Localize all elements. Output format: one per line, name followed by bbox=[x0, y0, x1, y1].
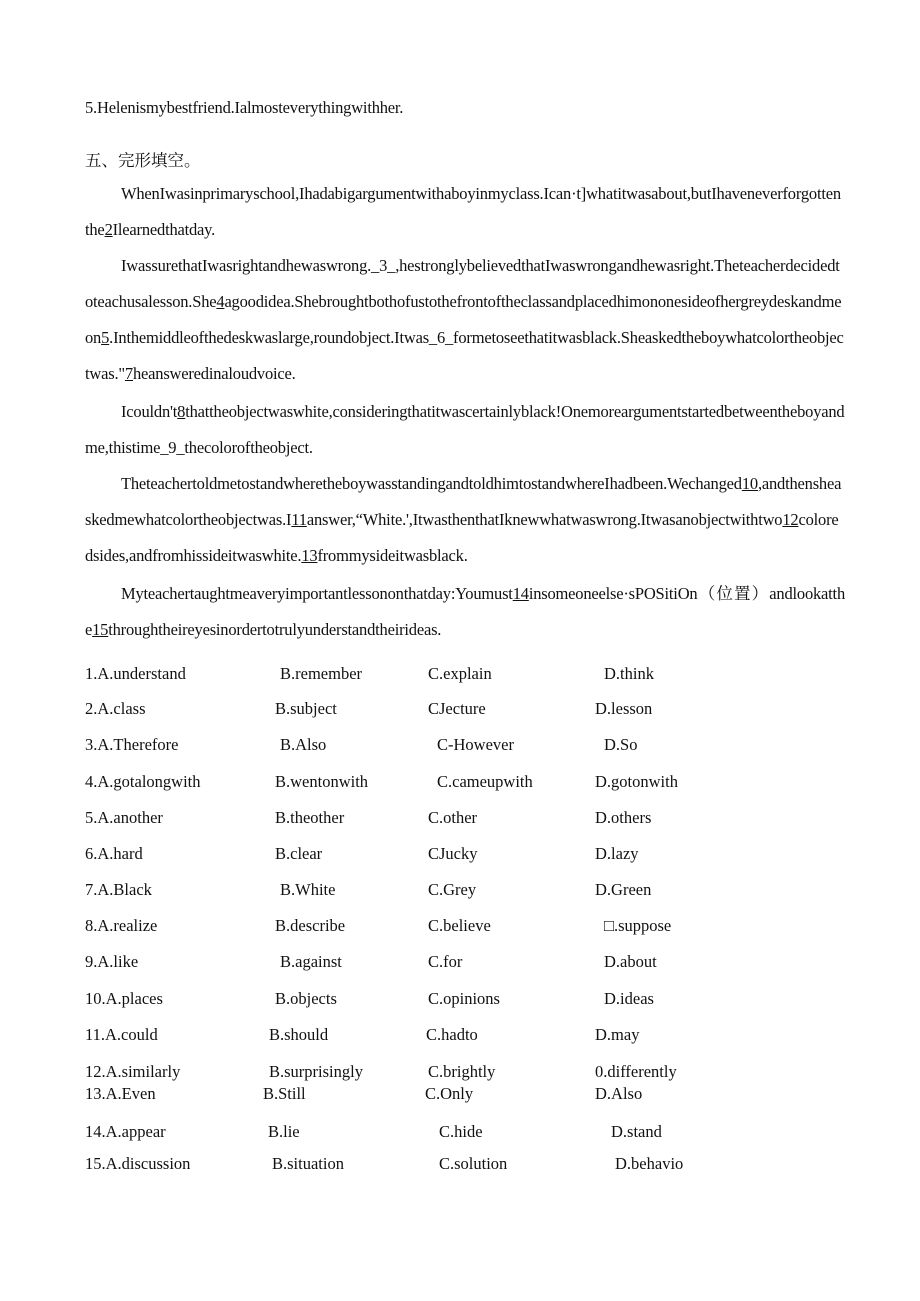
option-d: D.So bbox=[604, 735, 638, 754]
passage-text: TheteachertoldmetostandwheretheboywasstandingandtoldhimtostandwhereIhadbeen.Wechanged bbox=[121, 474, 742, 493]
option-c: CJecture bbox=[428, 699, 486, 718]
option-a: 15.A.discussion bbox=[85, 1154, 191, 1173]
blank-number: ] bbox=[580, 184, 587, 203]
option-c: C.other bbox=[428, 808, 478, 827]
option-c: CJucky bbox=[428, 844, 478, 863]
option-b: B.Still bbox=[263, 1084, 306, 1103]
option-a: 8.A.realize bbox=[85, 916, 158, 935]
passage-text: throughtheireyesinordertotrulyunderstandtheirideas. bbox=[108, 620, 442, 639]
option-a: 5.A.another bbox=[85, 808, 163, 827]
option-a: 6.A.hard bbox=[85, 844, 143, 863]
passage-text: .Inthemiddleofthedeskwaslarge,roundobject.Itwas_6_formetoseethatitwasblack.Sheaskedtheboywhatcolortheobjectwas." bbox=[85, 328, 844, 383]
passage-text: ,andthensheaskedmewhatcolortheobjectwas.I bbox=[85, 474, 842, 529]
blank-number: 7 bbox=[124, 364, 133, 383]
option-d: D.about bbox=[604, 952, 657, 971]
option-c: C.hide bbox=[439, 1122, 483, 1141]
passage-text: heansweredinaloudvoice. bbox=[132, 364, 296, 383]
option-row bbox=[85, 1025, 785, 1047]
option-d: D.ideas bbox=[604, 989, 654, 1008]
option-d: D.others bbox=[595, 808, 652, 827]
passage-text: Ilearnedthatday. bbox=[112, 220, 216, 239]
option-c: C.for bbox=[428, 952, 463, 971]
option-c: C.explain bbox=[428, 664, 492, 683]
blank-number: 13 bbox=[301, 546, 318, 565]
option-a: 12.A.similarly bbox=[85, 1062, 181, 1081]
passage-paragraph-3 bbox=[85, 394, 845, 466]
blank-number: 12 bbox=[782, 510, 799, 529]
option-row bbox=[85, 808, 785, 830]
option-d: D.behavio bbox=[615, 1154, 684, 1173]
option-row bbox=[85, 989, 785, 1011]
passage-paragraph-2 bbox=[85, 248, 845, 392]
option-c: C.brightly bbox=[428, 1062, 496, 1081]
blank-number: 2 bbox=[104, 220, 113, 239]
passage-text: Icouldn't bbox=[121, 402, 178, 421]
option-row bbox=[85, 735, 785, 757]
option-b: B.objects bbox=[275, 989, 337, 1008]
passage-text: agoodidea.Shebroughtbothofustothefrontoftheclassandplacedhimononesideofhergreydeskandmeon bbox=[85, 292, 842, 347]
passage-text: answer,“White.',ItwasthenthatIknewwhatwaswrong.Itwasanobjectwithtwo bbox=[306, 510, 783, 529]
passage-text: frommysideitwasblack. bbox=[317, 546, 468, 565]
option-b: B.wentonwith bbox=[275, 772, 369, 791]
option-d: D.gotonwith bbox=[595, 772, 678, 791]
blank-number: 11 bbox=[291, 510, 307, 529]
option-a: 10.A.places bbox=[85, 989, 163, 1008]
option-c: C.Grey bbox=[428, 880, 477, 899]
question-5-line: 5.Helenismybestfriend.Ialmosteverythingwithher. bbox=[85, 98, 404, 117]
option-row bbox=[85, 1062, 785, 1084]
option-b: B.lie bbox=[268, 1122, 300, 1141]
passage-text: thattheobjectwaswhite,consideringthatitwascertainlyblack!Onemoreargumentstartedbetweentheboyandme,thistime_9_thecoloroftheobject. bbox=[85, 402, 845, 457]
option-row bbox=[85, 772, 785, 794]
passage-text: whatitwasabout,butIhaveneverforgottenthe bbox=[85, 184, 841, 239]
option-a: 11.A.could bbox=[85, 1025, 158, 1044]
passage-text: IwassurethatIwasrightandhewaswrong._3_,hestronglybelievedthatIwaswrongandhewasright.Theteacherdecidedtoteachusalesson.She bbox=[85, 256, 840, 311]
blank-number: 15 bbox=[92, 620, 109, 639]
option-c: C.hadto bbox=[426, 1025, 478, 1044]
option-d: D.Green bbox=[595, 880, 652, 899]
option-b: B.against bbox=[280, 952, 342, 971]
option-row bbox=[85, 664, 785, 686]
option-a: 4.A.gotalongwith bbox=[85, 772, 201, 791]
option-c: C.solution bbox=[439, 1154, 508, 1173]
option-c: C.opinions bbox=[428, 989, 500, 1008]
option-d: □.suppose bbox=[604, 916, 672, 935]
option-a: 9.A.like bbox=[85, 952, 139, 971]
option-a: 13.A.Even bbox=[85, 1084, 156, 1103]
passage-text: Myteachertaughtmeaveryimportantlessononthatday:Youmust bbox=[121, 584, 513, 603]
passage-paragraph-4 bbox=[85, 466, 845, 574]
option-d: D.lazy bbox=[595, 844, 639, 863]
option-d: 0.differently bbox=[595, 1062, 677, 1081]
option-row bbox=[85, 1154, 785, 1176]
option-b: B.describe bbox=[275, 916, 346, 935]
blank-number: 5 bbox=[101, 328, 110, 347]
option-c: C.cameupwith bbox=[437, 772, 533, 791]
option-row bbox=[85, 699, 785, 721]
option-c: C.believe bbox=[428, 916, 491, 935]
option-a: 1.A.understand bbox=[85, 664, 186, 683]
section-heading: 五、完形填空。 bbox=[85, 151, 201, 170]
passage-text: coloredsides,andfromhissideitwaswhite. bbox=[85, 510, 839, 565]
option-row bbox=[85, 916, 785, 938]
option-b: B.theother bbox=[275, 808, 345, 827]
passage-text: insomeoneelse·sPOSitiOn（位置）andlookatthe bbox=[85, 584, 845, 639]
option-c: C.Only bbox=[425, 1084, 474, 1103]
option-row bbox=[85, 952, 785, 974]
option-d: D.stand bbox=[611, 1122, 662, 1141]
option-row bbox=[85, 1122, 785, 1144]
option-b: B.should bbox=[269, 1025, 329, 1044]
option-row bbox=[85, 844, 785, 866]
passage-paragraph-1 bbox=[85, 176, 845, 248]
option-b: B.clear bbox=[275, 844, 323, 863]
option-b: B.subject bbox=[275, 699, 337, 718]
blank-number: 14 bbox=[512, 584, 529, 603]
option-d: D.may bbox=[595, 1025, 640, 1044]
option-row bbox=[85, 1084, 785, 1106]
option-b: B.situation bbox=[272, 1154, 344, 1173]
option-b: B.Also bbox=[280, 735, 327, 754]
blank-number: 10 bbox=[741, 474, 758, 493]
option-b: B.remember bbox=[280, 664, 363, 683]
option-b: B.White bbox=[280, 880, 336, 899]
passage-text: WhenIwasinprimaryschool,Ihadabigargumentwithaboyinmyclass.Ican·t bbox=[121, 184, 581, 203]
passage-paragraph-5 bbox=[85, 576, 845, 648]
blank-number: 4 bbox=[216, 292, 225, 311]
option-row bbox=[85, 880, 785, 902]
option-a: 7.A.Black bbox=[85, 880, 152, 899]
option-a: 3.A.Therefore bbox=[85, 735, 179, 754]
option-d: D.think bbox=[604, 664, 654, 683]
option-c: C-However bbox=[437, 735, 514, 754]
option-a: 2.A.class bbox=[85, 699, 146, 718]
option-b: B.surprisingly bbox=[269, 1062, 363, 1081]
option-d: D.Also bbox=[595, 1084, 643, 1103]
option-d: D.lesson bbox=[595, 699, 653, 718]
option-a: 14.A.appear bbox=[85, 1122, 166, 1141]
blank-number: 8 bbox=[177, 402, 186, 421]
